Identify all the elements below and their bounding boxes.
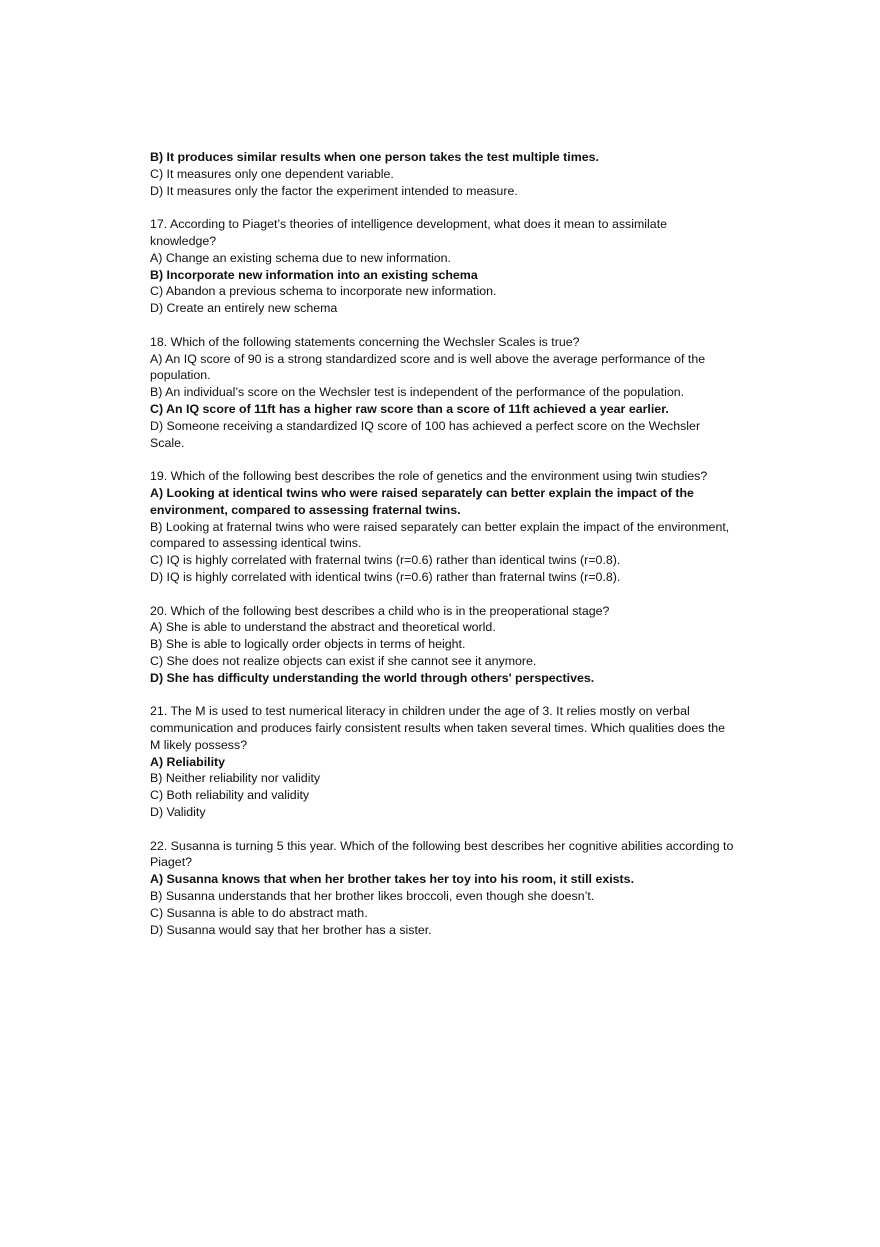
option-line: B) Neither reliability nor validity bbox=[150, 771, 321, 786]
option-line: B) She is able to logically order objects in terms of height. bbox=[150, 637, 466, 652]
option-line: D) She has difﬁculty understanding the world through others' perspectives. bbox=[150, 670, 595, 685]
spacer bbox=[150, 821, 735, 838]
option-line: D) Susanna would say that her brother has a sister. bbox=[150, 922, 432, 937]
document-page bbox=[150, 149, 735, 938]
option-line: C) Abandon a previous schema to incorporate new information. bbox=[150, 284, 497, 299]
option-line: B) It produces similar results when one person takes the test multiple times. bbox=[150, 150, 599, 164]
option-line: A) She is able to understand the abstract and theoretical world. bbox=[150, 620, 496, 635]
question-stem: 18. Which of the following statements concerning the Wechsler Scales is true? bbox=[150, 334, 580, 349]
option-line: C) Susanna is able to do abstract math. bbox=[150, 905, 368, 920]
question-stem: 21. The M is used to test numerical literacy in children under the age of 3. It relies mostly on verbal communication and produces fairly consistent results when taken several times. Which qualities does the M likely possess? bbox=[150, 704, 726, 752]
question-stem: 17. According to Piaget’s theories of intelligence development, what does it mean to assimilate knowledge? bbox=[150, 217, 668, 248]
option-line: B) Looking at fraternal twins who were raised separately can better explain the impact of the environment, compared to assessing identical twins. bbox=[150, 519, 730, 551]
option-line: A) Change an existing schema due to new information. bbox=[150, 250, 451, 265]
option-line: C) Both reliability and validity bbox=[150, 788, 310, 803]
spacer bbox=[150, 451, 735, 468]
option-line: A) Looking at identical twins who were raised separately can better explain the impact of the environment, compared to assessing fraternal twins. bbox=[150, 485, 694, 517]
option-line: A) An IQ score of 90 is a strong standardized score and is well above the average performance of the population. bbox=[150, 351, 706, 383]
question-stem: 20. Which of the following best describes a child who is in the preoperational stage? bbox=[150, 603, 610, 618]
option-line: C) It measures only one dependent variable. bbox=[150, 166, 394, 181]
question-20 bbox=[150, 603, 735, 687]
option-line: C) She does not realize objects can exist if she cannot see it anymore. bbox=[150, 653, 537, 668]
spacer bbox=[150, 687, 735, 704]
question-17 bbox=[150, 216, 735, 317]
spacer bbox=[150, 586, 735, 603]
option-line: B) Incorporate new information into an existing schema bbox=[150, 267, 478, 282]
question-stem: 22. Susanna is turning 5 this year. Which of the following best describes her cognitive abilities according to Piaget? bbox=[150, 838, 734, 870]
option-line: C) IQ is highly correlated with fraternal twins (r=0.6) rather than identical twins (r=0.8). bbox=[150, 553, 621, 568]
question-stem: 19. Which of the following best describes the role of genetics and the environment using twin studies? bbox=[150, 469, 708, 484]
option-line: D) IQ is highly correlated with identical twins (r=0.6) rather than fraternal twins (r=0.8). bbox=[150, 569, 621, 584]
option-line: B) An individual’s score on the Wechsler test is independent of the performance of the population. bbox=[150, 385, 685, 400]
option-line: A) Susanna knows that when her brother takes her toy into his room, it still exists. bbox=[150, 872, 635, 887]
question-22 bbox=[150, 838, 735, 939]
question-18 bbox=[150, 334, 735, 452]
spacer bbox=[150, 317, 735, 334]
question-21 bbox=[150, 703, 735, 821]
option-line: B) Susanna understands that her brother likes broccoli, even though she doesn’t. bbox=[150, 889, 595, 904]
option-line: D) Someone receiving a standardized IQ score of 100 has achieved a perfect score on the Wechsler Scale. bbox=[150, 418, 701, 450]
option-line: D) It measures only the factor the experiment intended to measure. bbox=[150, 183, 518, 198]
intro-options bbox=[150, 149, 735, 199]
question-19 bbox=[150, 468, 735, 586]
option-line: D) Validity bbox=[150, 805, 206, 820]
option-line: D) Create an entirely new schema bbox=[150, 301, 338, 316]
option-line: C) An IQ score of 11ft has a higher raw score than a score of 11ft achieved a year earlier. bbox=[150, 401, 669, 416]
option-line: A) Reliability bbox=[150, 754, 226, 769]
spacer bbox=[150, 199, 735, 216]
